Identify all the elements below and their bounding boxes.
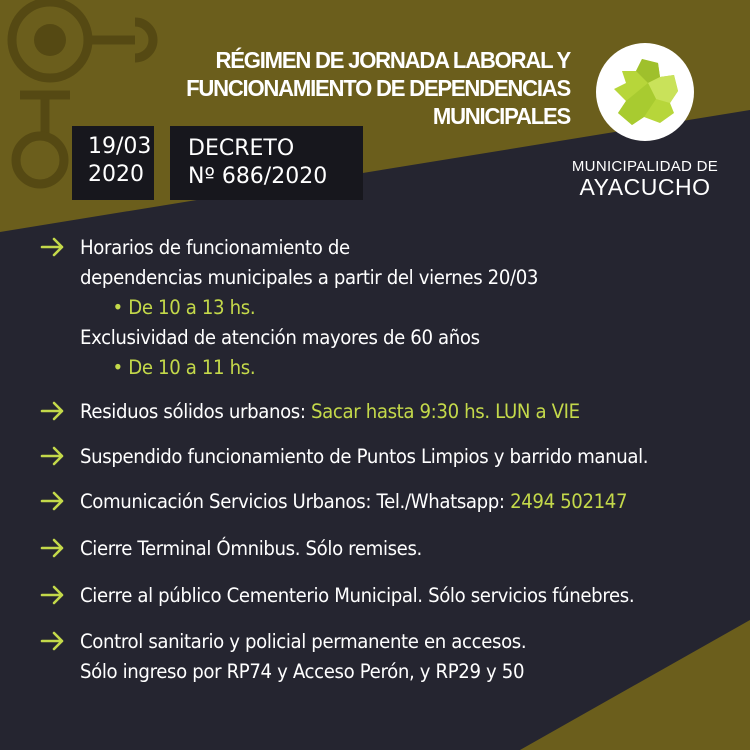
arrow-right-icon bbox=[40, 534, 68, 562]
item-line: dependencias municipales a partir del viernes 20/03 bbox=[80, 266, 539, 289]
decree-label: DECRETO bbox=[188, 136, 295, 161]
ayacucho-map-logo-icon bbox=[596, 43, 694, 141]
arrow-right-icon bbox=[40, 581, 68, 609]
schedule-bullet: • De 10 a 11 hs. bbox=[112, 356, 256, 379]
item-text: Cierre Terminal Ómnibus. Sólo remises. bbox=[80, 537, 422, 560]
date-box bbox=[72, 126, 154, 200]
arrow-right-icon bbox=[40, 627, 68, 655]
item-line: Exclusividad de atención mayores de 60 años bbox=[80, 326, 480, 349]
schedule-bullet: • De 10 a 13 hs. bbox=[112, 296, 256, 319]
item-line: Sólo ingreso por RP74 y Acceso Perón, y RP29 y 50 bbox=[80, 660, 525, 683]
municipality-logo bbox=[596, 43, 694, 141]
item-text bbox=[80, 397, 580, 427]
item-text bbox=[80, 627, 526, 687]
olive-corner-bottom bbox=[520, 620, 750, 750]
decree-box bbox=[170, 126, 363, 200]
title-line-1: RÉGIMEN DE JORNADA LABORAL Y bbox=[215, 47, 570, 73]
arrow-right-icon bbox=[40, 233, 68, 261]
decree-number: Nº 686/2020 bbox=[188, 164, 328, 189]
item-text: Cierre al público Cementerio Municipal. Sólo servicios fúnebres. bbox=[80, 584, 635, 607]
arrow-right-icon bbox=[40, 397, 68, 425]
item-highlight: Sacar hasta 9:30 hs. LUN a VIE bbox=[311, 400, 580, 423]
item-text: Suspendido funcionamiento de Puntos Limpios y barrido manual. bbox=[80, 445, 649, 468]
logo-text-municipalidad: MUNICIPALIDAD DE bbox=[571, 158, 719, 175]
logo-text-ayacucho: AYACUCHO bbox=[579, 174, 711, 200]
item-text bbox=[80, 487, 627, 517]
title-line-2: FUNCIONAMIENTO DE DEPENDENCIAS MUNICIPALES bbox=[186, 75, 570, 129]
item-label: Residuos sólidos urbanos: bbox=[80, 400, 312, 423]
phone-number: 2494 502147 bbox=[510, 490, 628, 513]
item-line: Control sanitario y policial permanente en accesos. bbox=[80, 630, 527, 653]
arrow-right-icon bbox=[40, 442, 68, 470]
arrow-right-icon bbox=[40, 487, 68, 515]
item-label: Comunicación Servicios Urbanos: Tel./Whatsapp: bbox=[80, 490, 511, 513]
date-day-month: 19/03 bbox=[88, 134, 152, 159]
date-year: 2020 bbox=[88, 162, 144, 187]
item-text bbox=[80, 233, 538, 383]
page-title bbox=[72, 46, 570, 130]
item-line: Horarios de funcionamiento de bbox=[80, 236, 350, 259]
